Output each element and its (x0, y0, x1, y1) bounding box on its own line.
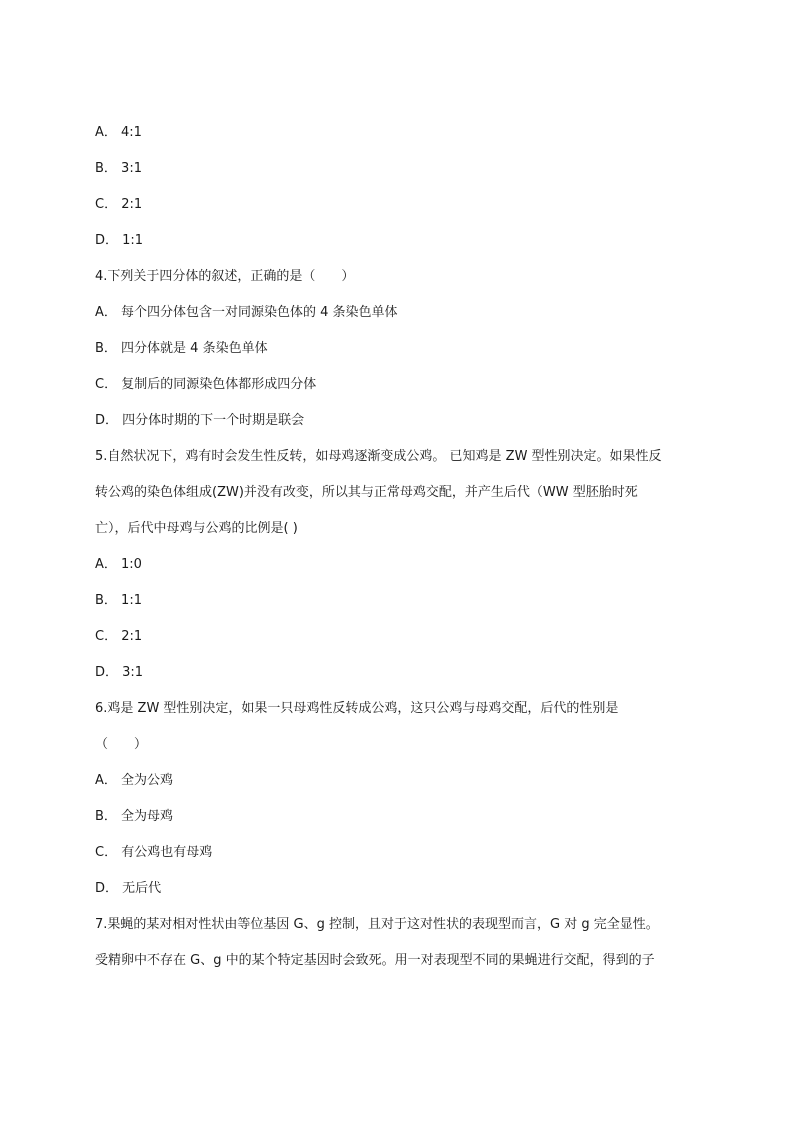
q4-option-d: D． 四分体时期的下一个时期是联会 (95, 413, 305, 428)
q3-option-a: A． 4:1 (95, 125, 142, 140)
q4-option-b: B． 四分体就是 4 条染色单体 (95, 341, 268, 356)
q4-option-c: C． 复制后的同源染色体都形成四分体 (95, 377, 317, 392)
q7-stem-line-1: 7.果蝇的某对相对性状由等位基因 G、g 控制，且对于这对性状的表现型而言，G 对 g 完全显性。 (95, 917, 659, 932)
q5-option-a: A． 1:0 (95, 557, 142, 572)
q5-option-b: B． 1:1 (95, 593, 142, 608)
q3-option-d: D． 1:1 (95, 233, 144, 248)
q6-option-d: D． 无后代 (95, 881, 162, 896)
q6-stem-line-1: 6.鸡是 ZW 型性别决定，如果一只母鸡性反转成公鸡，这只公鸡与母鸡交配，后代的性别是 (95, 701, 619, 716)
q5-option-d: D． 3:1 (95, 665, 144, 680)
q6-option-a: A． 全为公鸡 (95, 773, 174, 788)
q5-option-c: C． 2:1 (95, 629, 143, 644)
q4-option-a: A． 每个四分体包含一对同源染色体的 4 条染色单体 (95, 305, 398, 320)
q6-stem-line-2: （ ） (95, 737, 148, 752)
q4-stem: 4.下列关于四分体的叙述，正确的是（ ） (95, 269, 355, 284)
q6-option-b: B． 全为母鸡 (95, 809, 174, 824)
q5-stem-line-3: 亡），后代中母鸡与公鸡的比例是( ) (95, 521, 298, 536)
q3-option-b: B． 3:1 (95, 161, 142, 176)
q5-stem-line-2: 转公鸡的染色体组成(ZW)并没有改变，所以其与正常母鸡交配，并产生后代（WW 型胚胎时死 (95, 485, 638, 500)
q6-option-c: C． 有公鸡也有母鸡 (95, 845, 213, 860)
q3-option-c: C． 2:1 (95, 197, 143, 212)
q5-stem-line-1: 5.自然状况下，鸡有时会发生性反转，如母鸡逐渐变成公鸡。 已知鸡是 ZW 型性别决定。如果性反 (95, 449, 662, 464)
q7-stem-line-2: 受精卵中不存在 G、g 中的某个特定基因时会致死。用一对表现型不同的果蝇进行交配，得到的子 (95, 953, 655, 968)
